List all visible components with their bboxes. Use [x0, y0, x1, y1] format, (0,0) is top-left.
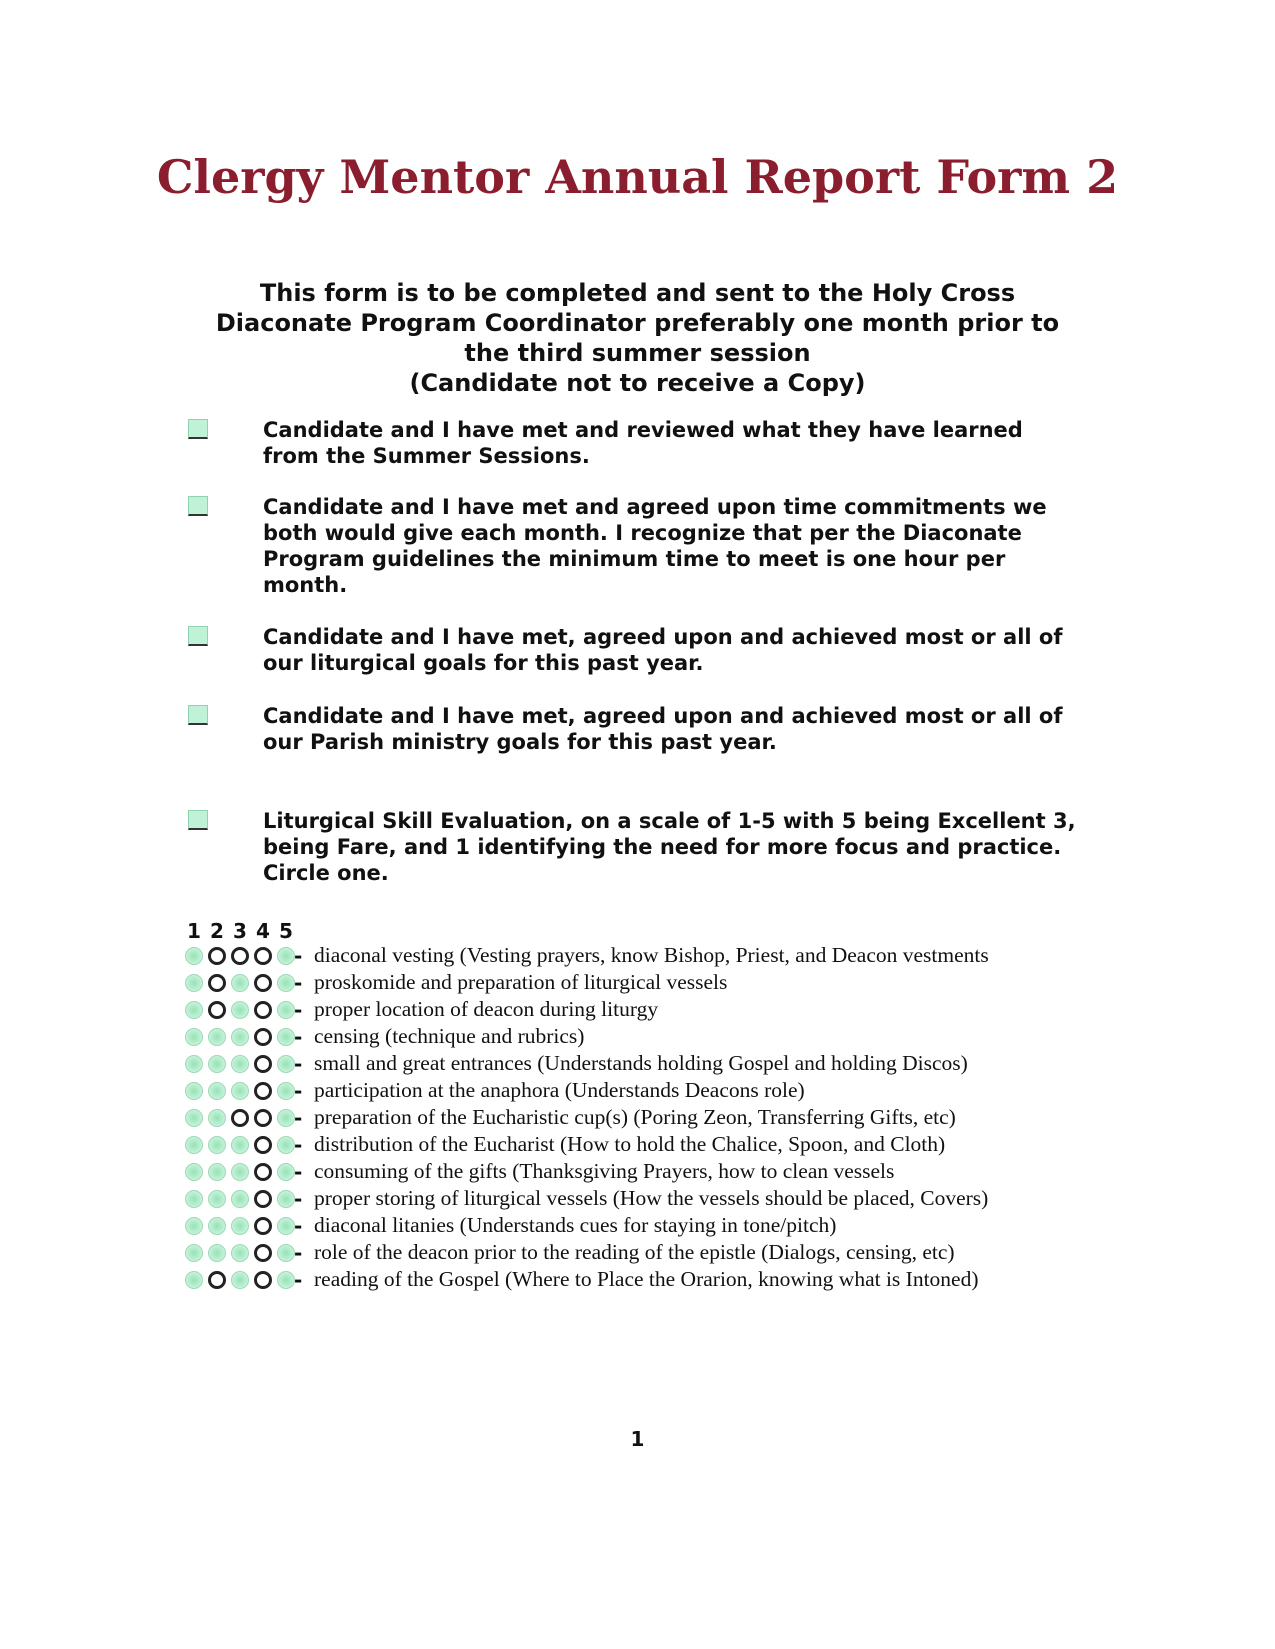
dash: -: [294, 1186, 303, 1211]
skill-label: proskomide and preparation of liturgical vessels: [314, 970, 728, 994]
rating-bubbles: [185, 1082, 300, 1100]
rating-bubble-1[interactable]: [185, 1109, 203, 1127]
skill-row: [185, 1131, 1105, 1158]
rating-bubble-5[interactable]: [277, 1001, 295, 1019]
rating-bubble-4[interactable]: [254, 1244, 272, 1262]
rating-bubbles: [185, 1217, 300, 1235]
skill-label: diaconal litanies (Understands cues for staying in tone/pitch): [314, 1213, 837, 1237]
skill-label: role of the deacon prior to the reading of the epistle (Dialogs, censing, etc): [314, 1240, 955, 1264]
rating-bubble-1[interactable]: [185, 1082, 203, 1100]
rating-bubble-1[interactable]: [185, 1055, 203, 1073]
checklist-text: Liturgical Skill Evaluation, on a scale of 1-5 with 5 being Excellent 3, being Fare, and 1 identifying the need for more focus and practice. Circle one.: [263, 809, 1076, 885]
rating-bubble-3[interactable]: [231, 1028, 249, 1046]
rating-bubble-3[interactable]: [231, 1109, 249, 1127]
rating-bubble-2[interactable]: [208, 1271, 226, 1289]
skill-row: [185, 1212, 1105, 1239]
dash: -: [294, 1240, 303, 1265]
rating-bubble-2[interactable]: [208, 1109, 226, 1127]
rating-bubble-4[interactable]: [254, 1136, 272, 1154]
intro-instructions: [180, 278, 1095, 398]
rating-bubbles: [185, 1028, 300, 1046]
rating-bubbles: [185, 974, 300, 992]
rating-bubble-2[interactable]: [208, 1001, 226, 1019]
rating-bubble-3[interactable]: [231, 947, 249, 965]
rating-bubble-1[interactable]: [185, 1271, 203, 1289]
intro-line: (Candidate not to receive a Copy): [409, 369, 866, 397]
rating-bubble-4[interactable]: [254, 974, 272, 992]
rating-bubble-5[interactable]: [277, 1190, 295, 1208]
rating-bubbles: [185, 1163, 300, 1181]
rating-bubbles: [185, 1190, 300, 1208]
checklist-text: Candidate and I have met, agreed upon and achieved most or all of our Parish ministry goals for this past year.: [263, 704, 1063, 754]
dash: -: [294, 1213, 303, 1238]
dash: -: [294, 1051, 303, 1076]
intro-line: Diaconate Program Coordinator preferably one month prior to: [215, 309, 1060, 337]
skill-label: consuming of the gifts (Thanksgiving Prayers, how to clean vessels: [314, 1159, 895, 1183]
form-title: Clergy Mentor Annual Report Form 2: [156, 150, 1119, 204]
rating-bubble-1[interactable]: [185, 947, 203, 965]
rating-bubble-4[interactable]: [254, 1271, 272, 1289]
rating-bubble-4[interactable]: [254, 1055, 272, 1073]
rating-bubble-5[interactable]: [277, 1028, 295, 1046]
rating-bubbles: [185, 1001, 300, 1019]
skill-row: [185, 1050, 1105, 1077]
dash: -: [294, 1267, 303, 1292]
skill-row: [185, 969, 1105, 996]
rating-bubbles: [185, 1055, 300, 1073]
checklist-text: Candidate and I have met and reviewed what they have learned from the Summer Sessions.: [263, 418, 1023, 468]
checklist-text: Candidate and I have met, agreed upon and achieved most or all of our liturgical goals for this past year.: [263, 625, 1063, 675]
skill-row: [185, 1266, 1105, 1293]
rating-bubble-5[interactable]: [277, 1055, 295, 1073]
skill-label: proper storing of liturgical vessels (How the vessels should be placed, Covers): [314, 1186, 989, 1210]
skill-label: proper location of deacon during liturgy: [314, 997, 659, 1021]
checkbox[interactable]: [188, 705, 208, 725]
rating-bubble-3[interactable]: [231, 1190, 249, 1208]
skill-label: small and great entrances (Understands holding Gospel and holding Discos): [314, 1051, 968, 1075]
rating-scale-header: [187, 919, 302, 943]
rating-bubbles: [185, 1109, 300, 1127]
skill-label: participation at the anaphora (Understands Deacons role): [314, 1078, 805, 1102]
intro-line: This form is to be completed and sent to the Holy Cross: [259, 279, 1016, 307]
rating-bubble-3[interactable]: [231, 1163, 249, 1181]
rating-bubble-5[interactable]: [277, 1136, 295, 1154]
skill-label: preparation of the Eucharistic cup(s) (Poring Zeon, Transferring Gifts, etc): [314, 1105, 956, 1129]
dash: -: [294, 1078, 303, 1103]
checkbox[interactable]: [188, 496, 208, 516]
rating-bubble-2[interactable]: [208, 1244, 226, 1262]
rating-bubble-3[interactable]: [231, 1136, 249, 1154]
skill-row: [185, 1023, 1105, 1050]
dash: -: [294, 943, 303, 968]
rating-bubble-5[interactable]: [277, 974, 295, 992]
rating-bubble-3[interactable]: [231, 974, 249, 992]
skill-row: [185, 1185, 1105, 1212]
rating-bubble-4[interactable]: [254, 947, 272, 965]
rating-bubbles: [185, 1244, 300, 1262]
checkbox[interactable]: [188, 419, 208, 439]
scale-label: 4: [256, 919, 270, 943]
skill-label: reading of the Gospel (Where to Place the Orarion, knowing what is Intoned): [314, 1267, 979, 1291]
rating-bubble-5[interactable]: [277, 1271, 295, 1289]
scale-label: 5: [279, 919, 293, 943]
rating-bubble-4[interactable]: [254, 1082, 272, 1100]
dash: -: [294, 1132, 303, 1157]
skill-row: [185, 1158, 1105, 1185]
rating-bubbles: [185, 1136, 300, 1154]
rating-bubble-1[interactable]: [185, 1136, 203, 1154]
rating-bubble-4[interactable]: [254, 1163, 272, 1181]
rating-bubble-4[interactable]: [254, 1001, 272, 1019]
skill-row: [185, 1077, 1105, 1104]
rating-bubble-3[interactable]: [231, 1055, 249, 1073]
rating-bubble-5[interactable]: [277, 947, 295, 965]
rating-bubble-3[interactable]: [231, 1001, 249, 1019]
rating-bubble-3[interactable]: [231, 1217, 249, 1235]
skill-row: [185, 996, 1105, 1023]
scale-label: 3: [233, 919, 247, 943]
dash: -: [294, 997, 303, 1022]
scale-label: 2: [210, 919, 224, 943]
rating-bubble-4[interactable]: [254, 1217, 272, 1235]
rating-bubble-3[interactable]: [231, 1244, 249, 1262]
rating-bubble-1[interactable]: [185, 1028, 203, 1046]
rating-bubble-2[interactable]: [208, 974, 226, 992]
rating-bubble-5[interactable]: [277, 1109, 295, 1127]
rating-bubble-1[interactable]: [185, 974, 203, 992]
skill-row: [185, 1104, 1105, 1131]
rating-bubble-3[interactable]: [231, 1271, 249, 1289]
skill-label: distribution of the Eucharist (How to hold the Chalice, Spoon, and Cloth): [314, 1132, 946, 1156]
skill-label: censing (technique and rubrics): [314, 1024, 585, 1048]
rating-bubbles: [185, 1271, 300, 1289]
rating-bubble-5[interactable]: [277, 1244, 295, 1262]
rating-bubble-2[interactable]: [208, 1163, 226, 1181]
dash: -: [294, 970, 303, 995]
rating-bubble-4[interactable]: [254, 1109, 272, 1127]
rating-bubble-2[interactable]: [208, 1190, 226, 1208]
rating-bubbles: [185, 947, 300, 965]
rating-bubble-4[interactable]: [254, 1190, 272, 1208]
dash: -: [294, 1159, 303, 1184]
skill-evaluation-list: [185, 942, 1105, 1293]
rating-bubble-4[interactable]: [254, 1028, 272, 1046]
rating-bubble-5[interactable]: [277, 1217, 295, 1235]
intro-line: the third summer session: [464, 339, 811, 367]
skill-row: [185, 1239, 1105, 1266]
rating-bubble-2[interactable]: [208, 947, 226, 965]
rating-bubble-2[interactable]: [208, 1055, 226, 1073]
rating-bubble-2[interactable]: [208, 1082, 226, 1100]
checkbox[interactable]: [188, 810, 208, 830]
rating-bubble-1[interactable]: [185, 1190, 203, 1208]
rating-bubble-1[interactable]: [185, 1244, 203, 1262]
skill-label: diaconal vesting (Vesting prayers, know Bishop, Priest, and Deacon vestments: [314, 943, 989, 967]
rating-bubble-1[interactable]: [185, 1163, 203, 1181]
checklist-text: Candidate and I have met and agreed upon time commitments we both would give each month. I recognize that per the Diaconate Program guidelines the minimum time to meet is one hour per month.: [263, 495, 1047, 597]
rating-bubble-2[interactable]: [208, 1136, 226, 1154]
rating-bubble-2[interactable]: [208, 1217, 226, 1235]
rating-bubble-5[interactable]: [277, 1163, 295, 1181]
rating-bubble-2[interactable]: [208, 1028, 226, 1046]
dash: -: [294, 1024, 303, 1049]
page-number: 1: [630, 1427, 645, 1451]
checkbox[interactable]: [188, 626, 208, 646]
dash: -: [294, 1105, 303, 1130]
rating-bubble-1[interactable]: [185, 1001, 203, 1019]
rating-bubble-3[interactable]: [231, 1082, 249, 1100]
rating-bubble-5[interactable]: [277, 1082, 295, 1100]
scale-label: 1: [187, 919, 201, 943]
skill-row: [185, 942, 1105, 969]
rating-bubble-1[interactable]: [185, 1217, 203, 1235]
